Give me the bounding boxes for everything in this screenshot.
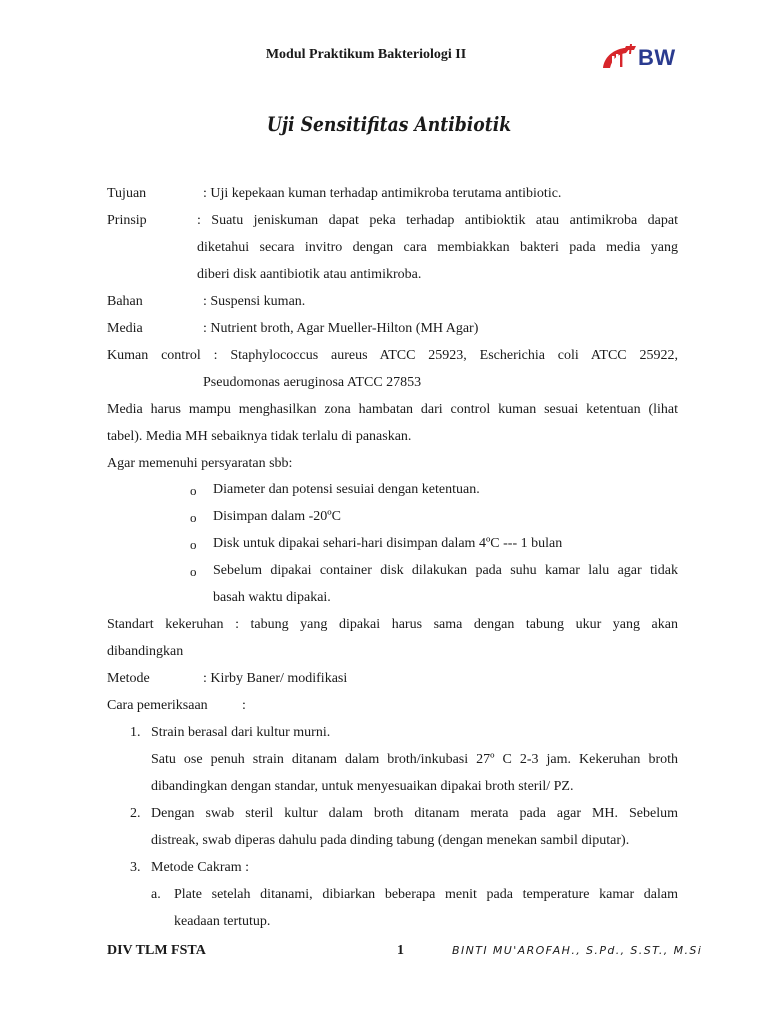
metode-text: : Kirby Baner/ modifikasi xyxy=(203,671,348,686)
step-3-title: Metode Cakram : xyxy=(151,860,249,875)
standart-line-2: dibandingkan xyxy=(107,644,184,659)
standart-line-1: Standart kekeruhan : tabung yang dipakai harus sama dengan tabung ukur yang akan xyxy=(107,617,678,632)
agar-item-4: Sebelum dipakai container disk dilakukan pada suhu kamar lalu agar tidak xyxy=(213,563,678,578)
tujuan-text: : Uji kepekaan kuman terhadap antimikroba terutama antibiotic. xyxy=(203,186,562,201)
sub-a-line-2: keadaan tertutup. xyxy=(174,914,271,929)
metode-label: Metode xyxy=(107,671,150,686)
step-1-line-2: Satu ose penuh strain ditanam dalam broth/inkubasi 27º C 2-3 jam. Kekeruhan broth xyxy=(151,752,678,767)
logo-mark-icon xyxy=(600,44,638,72)
footer-left: DIV TLM FSTA xyxy=(107,943,206,958)
kuman-control-line-2: Pseudomonas aeruginosa ATCC 27853 xyxy=(203,375,422,390)
document-title: Uji Sensitifitas Antibiotik xyxy=(266,112,512,136)
media-label: Media xyxy=(107,321,143,336)
bahan-text: : Suspensi kuman. xyxy=(203,294,306,309)
bullet-icon: o xyxy=(190,537,197,552)
agar-intro: Agar memenuhi persyaratan sbb: xyxy=(107,456,293,471)
bahan-label: Bahan xyxy=(107,294,143,309)
prinsip-line-2: diketahui secara invitro dengan cara membiakkan bakteri pada media yang xyxy=(197,240,678,255)
bullet-icon: o xyxy=(190,564,197,579)
prinsip-line-1: : Suatu jeniskuman dapat peka terhadap antibioktik atau antimikroba dapat xyxy=(197,213,678,228)
kuman-control-line-1: Kuman control : Staphylococcus aureus ATCC 25923, Escherichia coli ATCC 25922, xyxy=(107,348,678,363)
prinsip-line-3: diberi disk aantibiotik atau antimikroba. xyxy=(197,267,422,282)
agar-item-1: Diameter dan potensi sesuiai dengan ketentuan. xyxy=(213,482,480,497)
header-title: Modul Praktikum Bakteriologi II xyxy=(265,47,467,62)
step-2-line-2: distreak, swab diperas dahulu pada dinding tabung (dengan menekan sambil diputar). xyxy=(151,833,630,848)
prinsip-label: Prinsip xyxy=(107,213,147,228)
page-number: 1 xyxy=(397,943,404,958)
agar-item-4-cont: basah waktu dipakai. xyxy=(213,590,331,605)
step-1-number: 1. xyxy=(130,725,141,740)
logo-text: BW xyxy=(638,45,676,70)
institution-logo xyxy=(600,44,680,72)
cara-label: Cara pemeriksaan xyxy=(107,698,208,713)
media-note-line-2: tabel). Media MH sebaiknya tidak terlalu di panaskan. xyxy=(107,429,412,444)
step-1-title: Strain berasal dari kultur murni. xyxy=(151,725,331,740)
bullet-icon: o xyxy=(190,510,197,525)
bullet-icon: o xyxy=(190,483,197,498)
cara-colon: : xyxy=(242,698,246,713)
tujuan-label: Tujuan xyxy=(107,186,147,201)
step-2-number: 2. xyxy=(130,806,141,821)
media-text: : Nutrient broth, Agar Mueller-Hilton (MH Agar) xyxy=(203,321,479,336)
media-note-line-1: Media harus mampu menghasilkan zona hambatan dari control kuman sesuai ketentuan (lihat xyxy=(107,402,678,417)
footer-author: BINTI MU'AROFAH., S.Pd., S.ST., M.Si xyxy=(452,944,703,957)
step-3-number: 3. xyxy=(130,860,141,875)
sub-a-line-1: Plate setelah ditanami, dibiarkan beberapa menit pada temperature kamar dalam xyxy=(174,887,678,902)
agar-item-3: Disk untuk dipakai sehari-hari disimpan dalam 4ºC --- 1 bulan xyxy=(213,536,563,551)
agar-item-2: Disimpan dalam -20ºC xyxy=(213,509,341,524)
sub-a-label: a. xyxy=(151,887,161,902)
step-2-line-1: Dengan swab steril kultur dalam broth ditanam merata pada agar MH. Sebelum xyxy=(151,806,678,821)
step-1-line-3: dibandingkan dengan standar, untuk menyesuaikan dipakai broth steril/ PZ. xyxy=(151,779,574,794)
